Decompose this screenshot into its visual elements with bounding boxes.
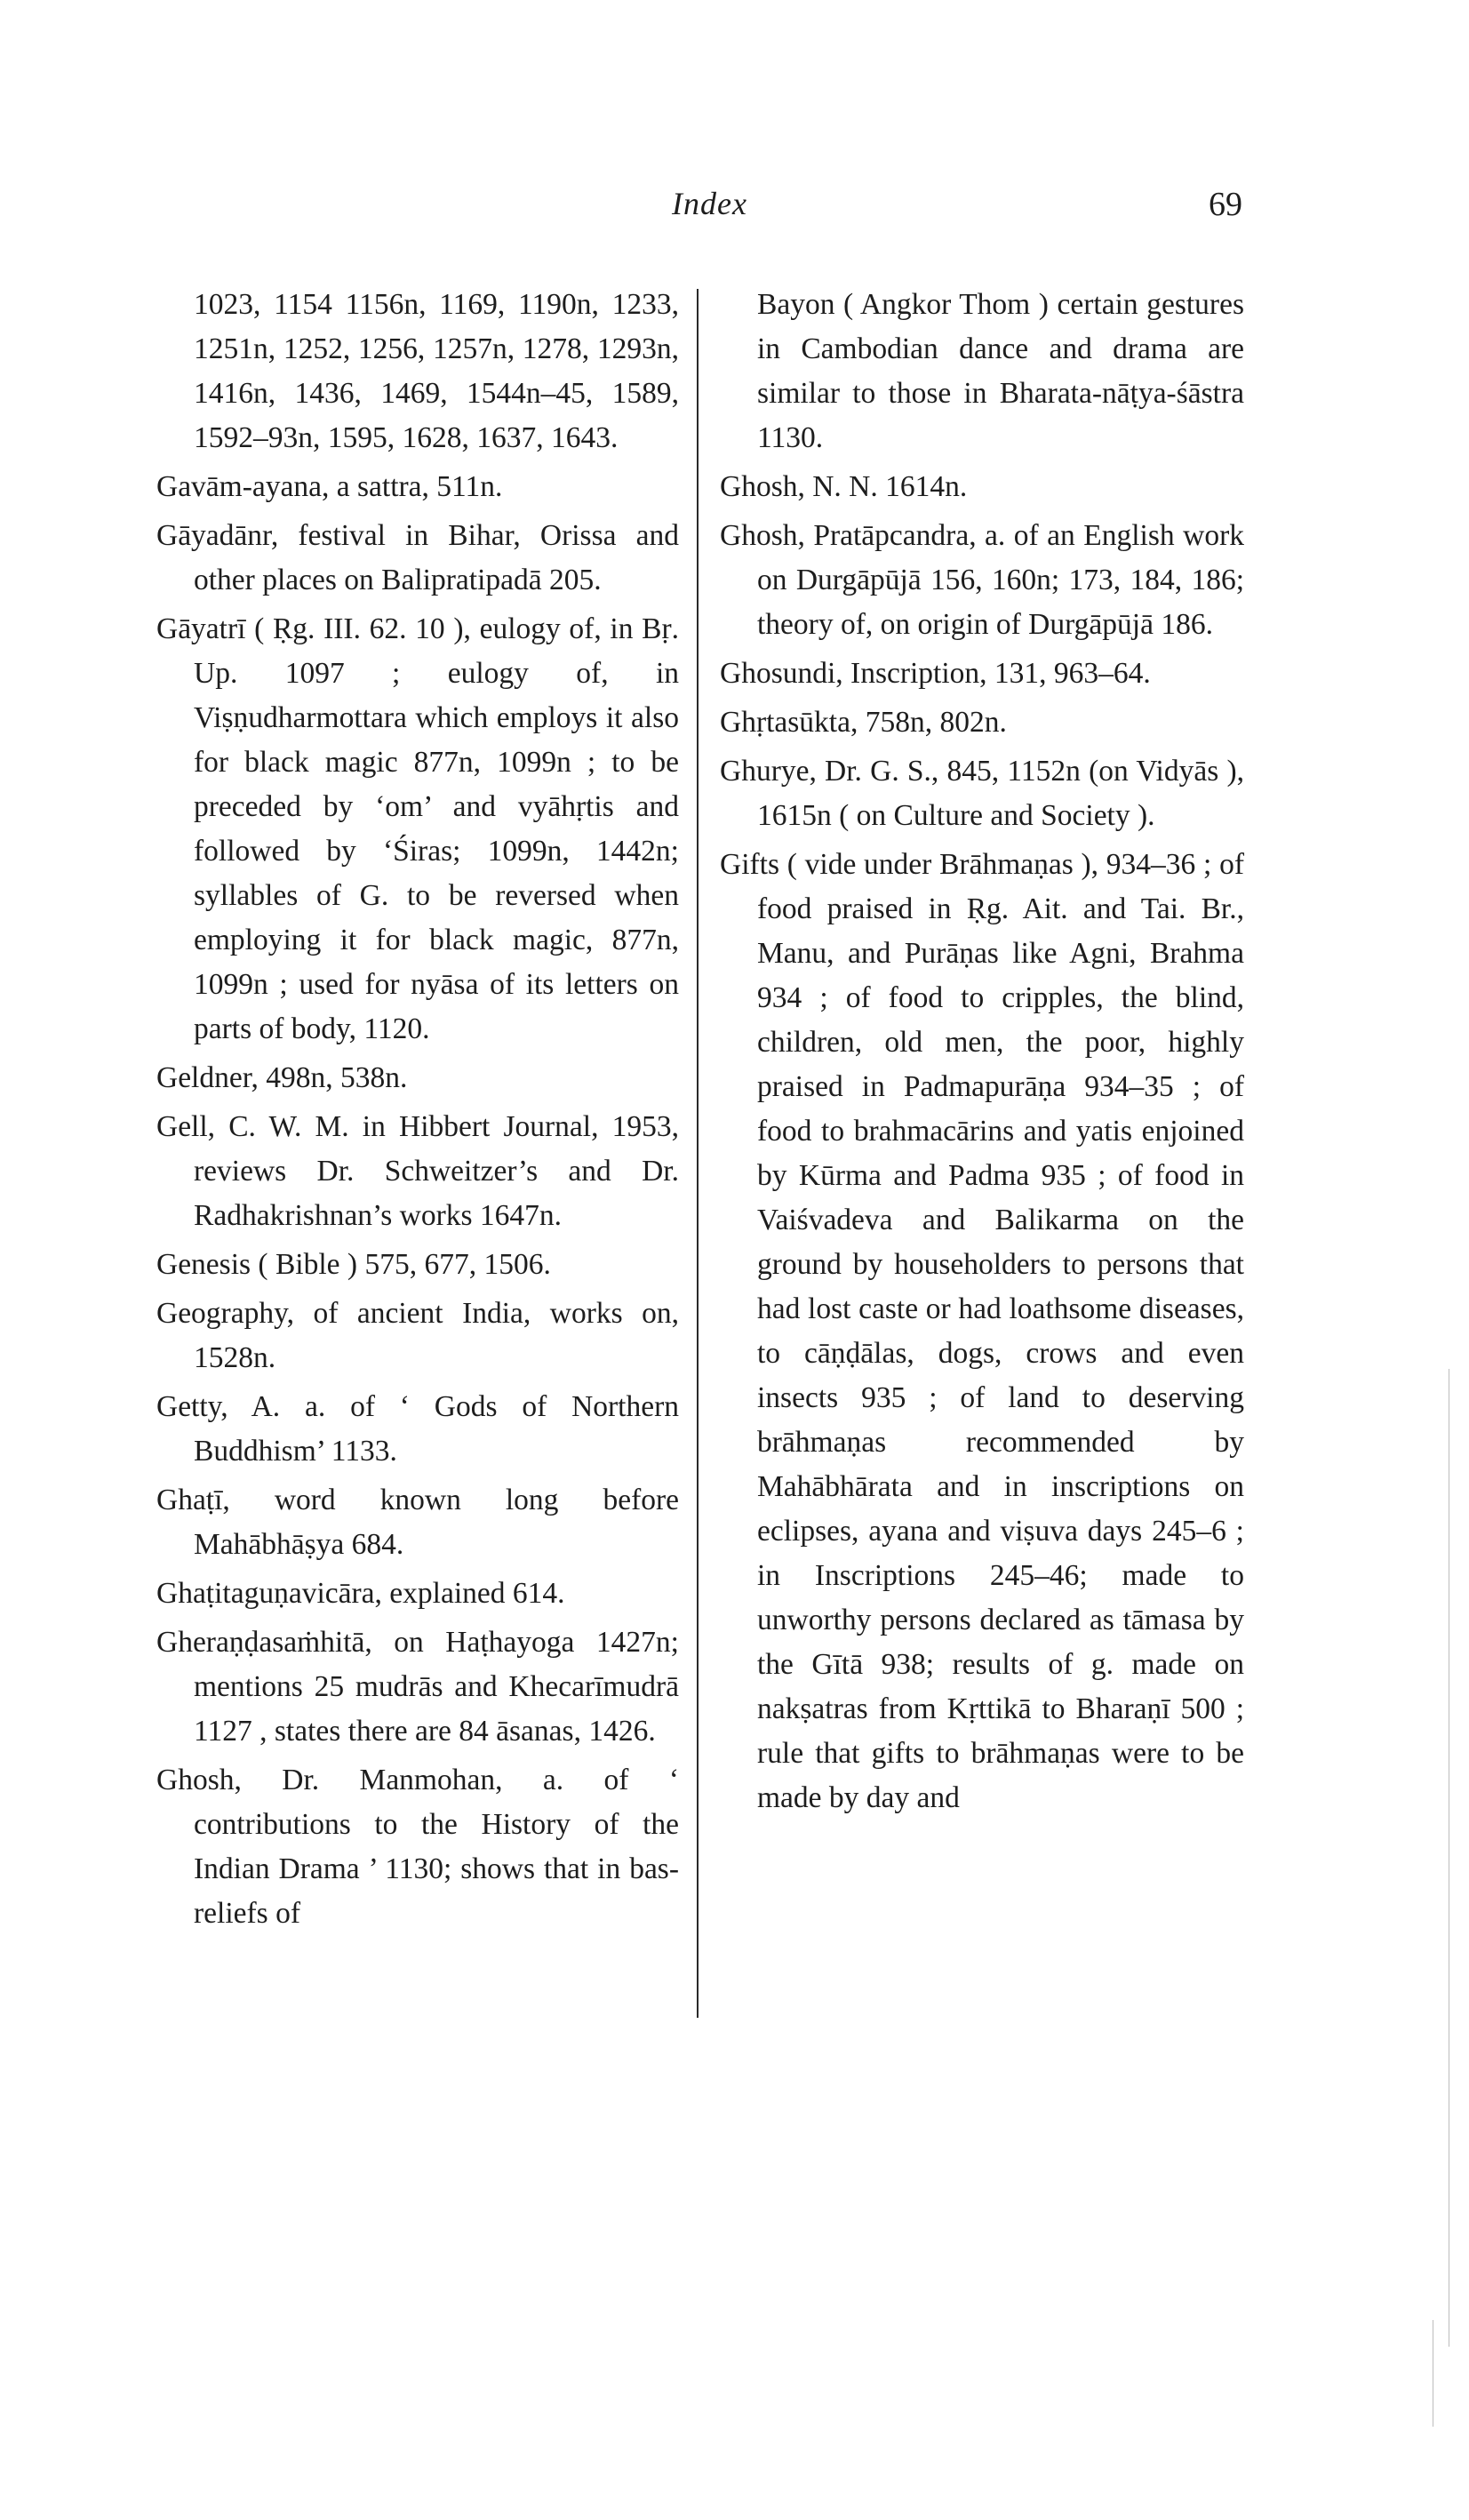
- index-entry: Getty, A. a. of ‘ Gods of Northern Buddhism’ 1133.: [156, 1390, 679, 1468]
- right-column: [720, 283, 1244, 1825]
- running-head: [0, 185, 1469, 238]
- index-entry: Ghosundi, Inscription, 131, 963–64.: [720, 657, 1151, 690]
- page-number: 69: [1209, 186, 1242, 223]
- index-entry: Gifts ( vide under Brāhmaṇas ), 934–36 ; of food praised in Ṛg. Ait. and Tai. Br., Manu, and Purāṇas like Agni, Brahma 934 ; of food to cripples, the blind, children, old men, the poor, highly praised in Padmapurāṇa 934–35 ; of food to brahmacārins and yatis enjoined by Kūrma and Padma 935 ; of food in Vaiśvadeva and Balikarma on the ground by householders to persons that had lost caste or had loathsome diseases, to cāṇḍālas, dogs, crows and even insects 935 ; of land to deserving brāhmaṇas recommended by Mahābhārata and in inscriptions on eclipses, ayana and viṣuva days 245–6 ; in Inscriptions 245–46; made to unworthy persons declared as tāmasa by the Gītā 938; results of g. made on nakṣatras from Kṛttikā to Bharaṇī 500 ; rule that gifts to brāhmaṇas were to be made by day and: [720, 848, 1244, 1814]
- index-entry: Gāyatrī ( Ṛg. III. 62. 10 ), eulogy of, in Bṛ. Up. 1097 ; eulogy of, in Viṣṇudharmottara which employs it also for black magic 877n, 1099n ; to be preceded by ‘om’ and vyāhṛtis and followed by ‘Śiras; 1099n, 1442n; syllables of G. to be reversed when employing it for black magic, 877n, 1099n ; used for nyāsa of its letters on parts of body, 1120.: [156, 612, 679, 1045]
- index-entry: Gell, C. W. M. in Hibbert Journal, 1953, reviews Dr. Schweitzer’s and Dr. Radhakrishnan’s works 1647n.: [156, 1110, 679, 1232]
- index-entry: Ghurye, Dr. G. S., 845, 1152n (on Vidyās ), 1615n ( on Culture and Society ).: [720, 755, 1244, 832]
- index-entry: Ghaṭī, word known long before Mahābhāṣya 684.: [156, 1484, 679, 1561]
- index-entry: Ghosh, Pratāpcandra, a. of an English work on Durgāpūjā 156, 160n; 173, 184, 186; theory of, on origin of Durgāpūjā 186.: [720, 519, 1244, 641]
- left-column: [156, 283, 679, 1940]
- column-divider: [697, 289, 699, 2018]
- index-entry: Genesis ( Bible ) 575, 677, 1506.: [156, 1248, 551, 1281]
- page-title: Index: [672, 186, 747, 221]
- index-entry: Bayon ( Angkor Thom ) certain gestures in Cambodian dance and drama are similar to those in Bharata-nāṭya-śāstra 1130.: [757, 288, 1244, 454]
- index-entry: 1023, 1154 1156n, 1169, 1190n, 1233, 1251n, 1252, 1256, 1257n, 1278, 1293n, 1416n, 1436, 1469, 1544n–45, 1589, 1592–93n, 1595, 1628, 1637, 1643.: [194, 288, 679, 454]
- index-entry: Gheraṇḍasaṁhitā, on Haṭhayoga 1427n; mentions 25 mudrās and Khecarīmudrā 1127 , states there are 84 āsanas, 1426.: [156, 1626, 679, 1748]
- index-entry: Ghosh, N. N. 1614n.: [720, 470, 968, 503]
- index-entry: Geography, of ancient India, works on, 1528n.: [156, 1297, 679, 1374]
- index-entry: Ghaṭitaguṇavicāra, explained 614.: [156, 1577, 565, 1610]
- index-entry: Ghṛtasūkta, 758n, 802n.: [720, 706, 1007, 739]
- index-entry: Ghosh, Dr. Manmohan, a. of ‘ contributions to the History of the Indian Drama ’ 1130; shows that in bas-reliefs of: [156, 1764, 679, 1930]
- index-entry: Gāyadānr, festival in Bihar, Orissa and other places on Balipratipadā 205.: [156, 519, 679, 596]
- index-entry: Gavām-ayana, a sattra, 511n.: [156, 470, 503, 503]
- index-entry: Geldner, 498n, 538n.: [156, 1061, 408, 1094]
